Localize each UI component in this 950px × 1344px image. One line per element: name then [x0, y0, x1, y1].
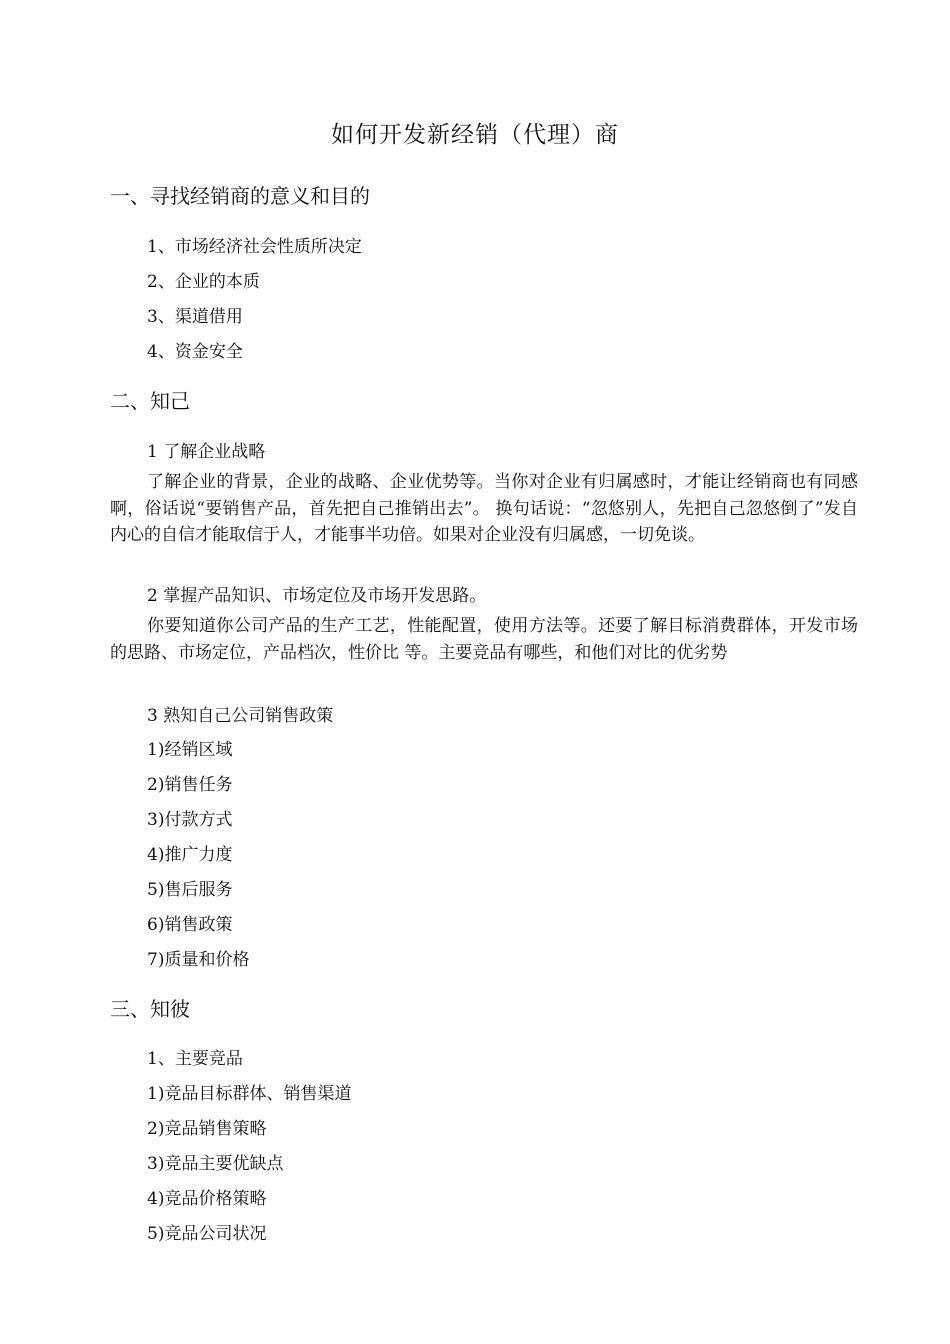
section-heading-2: 二、知己 [110, 389, 190, 413]
list-item: 2)销售任务 [147, 775, 233, 795]
list-item: 3)竞品主要优缺点 [147, 1154, 284, 1174]
list-item: 1)经销区域 [147, 740, 233, 760]
list-item: 1、市场经济社会性质所决定 [147, 237, 362, 257]
subsection-title: 2 掌握产品知识、市场定位及市场开发思路。 [147, 586, 487, 606]
list-item: 5)售后服务 [147, 880, 233, 900]
list-item: 5)竞品公司状况 [147, 1224, 267, 1244]
list-item: 3)付款方式 [147, 810, 233, 830]
list-item: 2)竞品销售策略 [147, 1119, 267, 1139]
list-item: 4、资金安全 [147, 342, 243, 362]
list-item: 2、企业的本质 [147, 272, 260, 292]
list-item: 7)质量和价格 [147, 950, 250, 970]
list-item: 1)竞品目标群体、销售渠道 [147, 1084, 352, 1104]
subsection-title: 1 了解企业战略 [147, 442, 266, 462]
document-title: 如何开发新经销（代理）商 [331, 122, 619, 148]
list-item: 4)推广力度 [147, 845, 233, 865]
paragraph: 了解企业的背景，企业的战略、企业优势等。当你对企业有归属感时，才能让经销商也有同感啊，俗话说“要销售产品，首先把自己推销出去”。 换句话说：“忽悠别人，先把自己忽悠倒了”发自内心的自信才能取信于人，才能事半功倍。如果对企业没有归属感，一切免谈。 [110, 472, 858, 545]
section-heading-3: 三、知彼 [110, 997, 190, 1021]
section-heading-1: 一、寻找经销商的意义和目的 [110, 184, 370, 208]
paragraph: 你要知道你公司产品的生产工艺，性能配置，使用方法等。还要了解目标消费群体，开发市场的思路、市场定位，产品档次，性价比 等。主要竞品有哪些，和他们对比的优劣势 [110, 616, 858, 663]
list-item: 6)销售政策 [147, 915, 233, 935]
subsection-title: 1、主要竞品 [147, 1049, 243, 1069]
list-item: 4)竞品价格策略 [147, 1189, 267, 1209]
subsection-title: 3 熟知自己公司销售政策 [147, 706, 334, 726]
list-item: 3、渠道借用 [147, 307, 243, 327]
